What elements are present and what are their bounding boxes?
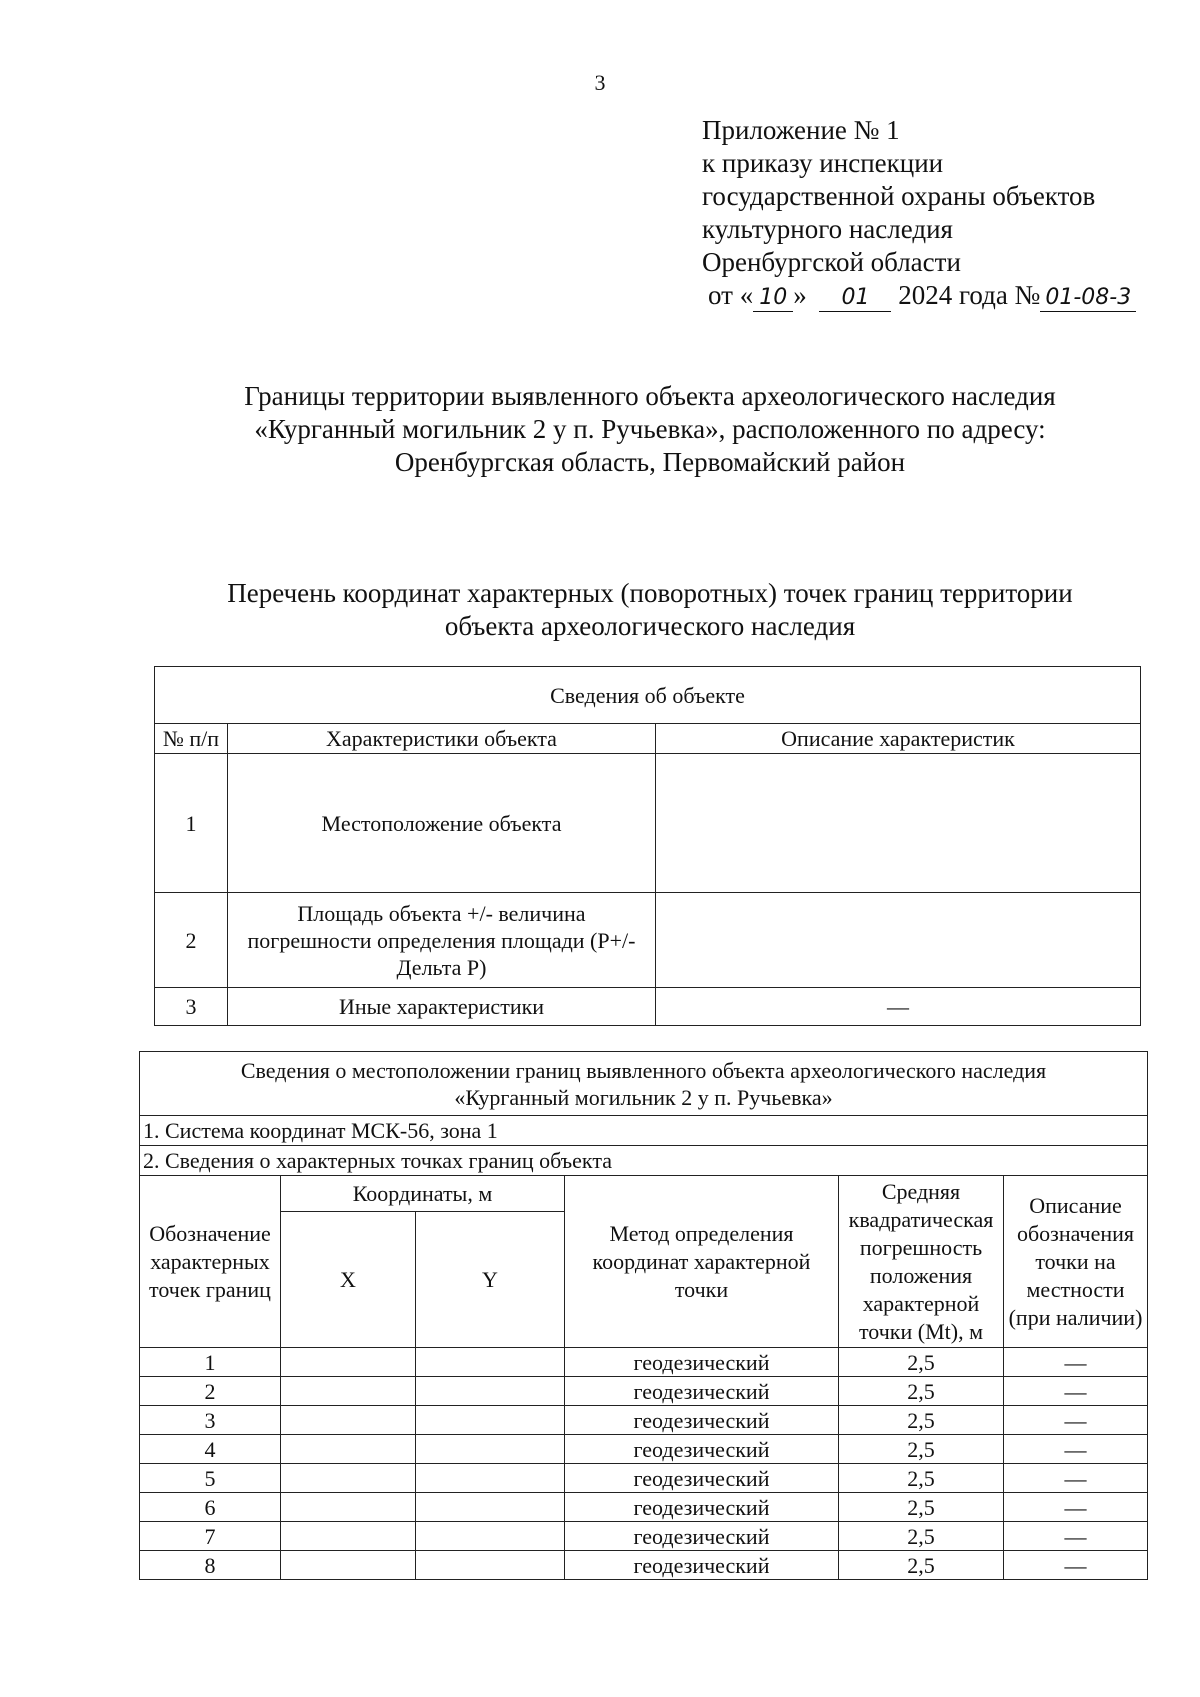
row-description: — xyxy=(1004,1406,1148,1435)
header-characteristics: Характеристики объекта xyxy=(228,724,656,754)
table-row xyxy=(155,988,1141,1026)
header-error: Средняя квадратическая погрешность положения характерной точки (Mt), м xyxy=(839,1176,1004,1348)
date-year: 2024 года № xyxy=(898,280,1041,310)
row-description: — xyxy=(1004,1435,1148,1464)
row-description: — xyxy=(1004,1464,1148,1493)
boundary-table-caption xyxy=(140,1052,1148,1116)
appendix-line: государственной охраны объектов xyxy=(702,181,1096,211)
row-error: 2,5 xyxy=(839,1406,1004,1435)
date-day-handwritten: 10 xyxy=(753,285,793,312)
row-y xyxy=(416,1435,565,1464)
date-mid: » xyxy=(793,280,807,310)
header-point-description: Описание обозначения точки на местности (при наличии) xyxy=(1004,1176,1148,1348)
row-x xyxy=(281,1464,416,1493)
row-point: 8 xyxy=(140,1551,281,1580)
date-prefix: от « xyxy=(708,280,754,310)
caption-line: «Курганный могильник 2 у п. Ручьевка» xyxy=(454,1084,833,1110)
row-error: 2,5 xyxy=(839,1522,1004,1551)
row-point: 2 xyxy=(140,1377,281,1406)
table-row xyxy=(140,1464,1148,1493)
row-x xyxy=(281,1522,416,1551)
row-num: 3 xyxy=(155,988,228,1026)
date-month-handwritten: 01 xyxy=(819,285,891,312)
title-line: «Курганный могильник 2 у п. Ручьевка», расположенного по адресу: xyxy=(254,414,1046,444)
row-description: — xyxy=(1004,1493,1148,1522)
row-description: — xyxy=(1004,1348,1148,1377)
table-row xyxy=(140,1551,1148,1580)
appendix-line: Приложение № 1 xyxy=(702,115,900,145)
row-point: 7 xyxy=(140,1522,281,1551)
row-y xyxy=(416,1464,565,1493)
row-method: геодезический xyxy=(565,1406,839,1435)
row-method: геодезический xyxy=(565,1522,839,1551)
row-error: 2,5 xyxy=(839,1493,1004,1522)
row-y xyxy=(416,1551,565,1580)
document-title xyxy=(100,380,1200,479)
row-description: — xyxy=(1004,1522,1148,1551)
table-row xyxy=(140,1435,1148,1464)
row-point: 3 xyxy=(140,1406,281,1435)
row-x xyxy=(281,1406,416,1435)
row-y xyxy=(416,1493,565,1522)
row-point: 4 xyxy=(140,1435,281,1464)
row-error: 2,5 xyxy=(839,1348,1004,1377)
row-description: — xyxy=(1004,1377,1148,1406)
header-num: № п/п xyxy=(155,724,228,754)
list-title-line: Перечень координат характерных (поворотных) точек границ территории xyxy=(227,578,1073,608)
header-coords: Координаты, м xyxy=(281,1176,565,1212)
row-y xyxy=(416,1348,565,1377)
object-info-table xyxy=(154,666,1141,1026)
header-y: Y xyxy=(416,1212,565,1348)
header-method: Метод определения координат характерной точки xyxy=(565,1176,839,1348)
row-point: 1 xyxy=(140,1348,281,1377)
header-point: Обозначение характерных точек границ xyxy=(140,1176,281,1348)
row-method: геодезический xyxy=(565,1348,839,1377)
row-x xyxy=(281,1493,416,1522)
title-line: Оренбургская область, Первомайский район xyxy=(394,447,906,477)
row-method: геодезический xyxy=(565,1464,839,1493)
table-row xyxy=(140,1348,1148,1377)
row-x xyxy=(281,1377,416,1406)
caption-line: Сведения о местоположении границ выявленного объекта археологического наследия xyxy=(240,1057,1047,1083)
row-x xyxy=(281,1348,416,1377)
table-row xyxy=(140,1406,1148,1435)
row-point: 5 xyxy=(140,1464,281,1493)
row-name: Площадь объекта +/- величина погрешности определения площади (Р+/- Дельта Р) xyxy=(228,893,656,988)
row-desc xyxy=(656,754,1141,893)
row-name: Местоположение объекта xyxy=(228,754,656,893)
title-line: Границы территории выявленного объекта археологического наследия xyxy=(244,381,1056,411)
list-title-line: объекта археологического наследия xyxy=(444,611,856,641)
order-number-handwritten: 01-08-3 xyxy=(1040,285,1136,312)
points-section-title: 2. Сведения о характерных точках границ объекта xyxy=(140,1146,1148,1176)
row-error: 2,5 xyxy=(839,1551,1004,1580)
row-num: 1 xyxy=(155,754,228,893)
row-x xyxy=(281,1551,416,1580)
row-x xyxy=(281,1435,416,1464)
row-error: 2,5 xyxy=(839,1435,1004,1464)
row-description: — xyxy=(1004,1551,1148,1580)
row-error: 2,5 xyxy=(839,1377,1004,1406)
boundary-points-table xyxy=(139,1051,1148,1580)
appendix-line: Оренбургской области xyxy=(702,247,961,277)
page-number: 3 xyxy=(594,70,606,95)
table-row xyxy=(140,1377,1148,1406)
header-description: Описание характеристик xyxy=(656,724,1141,754)
table-row xyxy=(155,754,1141,893)
appendix-line: культурного наследия xyxy=(702,214,953,244)
table-row xyxy=(140,1493,1148,1522)
object-table-caption: Сведения об объекте xyxy=(155,667,1141,724)
row-y xyxy=(416,1406,565,1435)
row-name: Иные характеристики xyxy=(228,988,656,1026)
row-point: 6 xyxy=(140,1493,281,1522)
row-desc xyxy=(656,893,1141,988)
row-num: 2 xyxy=(155,893,228,988)
row-method: геодезический xyxy=(565,1377,839,1406)
table-row xyxy=(155,893,1141,988)
row-y xyxy=(416,1522,565,1551)
row-desc: — xyxy=(656,988,1141,1026)
row-method: геодезический xyxy=(565,1551,839,1580)
list-title xyxy=(100,577,1200,643)
appendix-block xyxy=(702,114,1136,312)
header-x: X xyxy=(281,1212,416,1348)
table-row xyxy=(140,1522,1148,1551)
row-error: 2,5 xyxy=(839,1464,1004,1493)
row-method: геодезический xyxy=(565,1435,839,1464)
appendix-date-line xyxy=(708,279,1136,312)
coordinate-system: 1. Система координат МСК-56, зона 1 xyxy=(140,1116,1148,1146)
row-method: геодезический xyxy=(565,1493,839,1522)
appendix-line: к приказу инспекции xyxy=(702,148,944,178)
row-y xyxy=(416,1377,565,1406)
